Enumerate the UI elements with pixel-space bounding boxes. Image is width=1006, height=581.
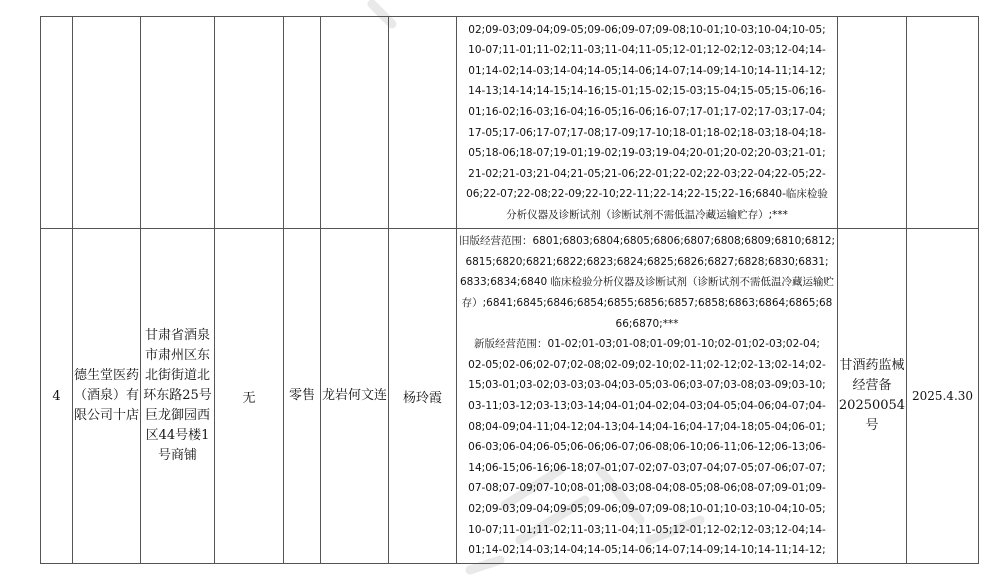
scope-line: 06;22-07;22-08;22-09;22-10;22-11;22-14;22-15;22-16;6840-临床检验 (466, 188, 828, 201)
license-table (40, 16, 979, 564)
scope-line: 02;09-03;09-04;09-05;09-06;09-07;09-08;10-01;10-03;10-04;10-05; (468, 502, 826, 515)
company-name: 德生堂医药（酒泉）有限公司十店 (73, 229, 141, 564)
table-row (41, 229, 979, 564)
scope-line: 14;06-15;06-16;06-18;07-01;07-02;07-03;07-04;07-05;07-06;07-07; (468, 461, 826, 474)
scope-line: 06-03;06-04;06-05;06-06;06-07;06-08;06-10;06-11;06-12;06-13;06- (468, 441, 826, 454)
scope-line: 02;09-03;09-04;09-05;09-06;09-07;09-08;10-01;10-03;10-04;10-05; (468, 23, 826, 36)
scope-line: 02-05;02-06;02-07;02-08;02-09;02-10;02-11;02-12;02-13;02-14;02- (468, 358, 826, 371)
scope-line: 15;03-01;03-02;03-03;03-04;03-05;03-06;03-07;03-08;03-09;03-10; (468, 379, 826, 392)
table-row (41, 17, 979, 229)
scope-line: 17-05;17-06;17-07;17-08;17-09;17-10;18-01;18-02;18-03;18-04;18- (468, 126, 826, 139)
business-address: 甘肃省酒泉市肃州区东北街街道北环东路25号巨龙御园西区44号楼1号商铺 (141, 229, 215, 564)
business-scope (457, 229, 838, 564)
scope-line: 10-07;11-01;11-02;11-03;11-04;11-05;12-01;12-02;12-03;12-04;14- (468, 44, 826, 57)
network-sales-number (215, 17, 284, 229)
business-type: 零售 (284, 229, 321, 564)
filing-certificate: 甘酒药监械经营备20250054号 (838, 229, 907, 564)
scope-line: 14-13;14-14;14-15;14-16;15-01;15-02;15-03;15-04;15-05;15-06;16- (468, 85, 826, 98)
scope-line: 08;04-09;04-11;04-12;04-13;04-14;04-16;04-17;04-18;05-04;06-01; (468, 420, 826, 433)
scope-line: 07-08;07-09;07-10;08-01;08-03;08-04;08-05;08-06;08-07;09-01;09- (468, 482, 826, 495)
network-sales-number: 无 (215, 229, 284, 564)
scope-line: 新版经营范围：01-02;01-03;01-08;01-09;01-10;02-01;02-03;02-04; (474, 338, 820, 351)
scope-line: 存）;6841;6845;6846;6854;6855;6856;6857;6858;6863;6864;6865;68 (461, 297, 833, 310)
quality-manager (389, 17, 457, 229)
scope-line: 03-11;03-12;03-13;03-14;04-01;04-02;04-03;04-05;04-06;04-07;04- (468, 400, 826, 412)
row-number (41, 17, 73, 229)
scope-line: 01;14-02;14-03;14-04;14-05;14-06;14-07;14-09;14-10;14-11;14-12; (468, 64, 826, 77)
business-scope (457, 17, 838, 229)
scope-line: 66;6870;*** (615, 317, 679, 330)
scope-line: 05;18-06;18-07;19-01;19-02;19-03;19-04;20-01;20-02;20-03;21-01; (468, 147, 826, 160)
scope-line: 旧版经营范围：6801;6803;6804;6805;6806;6807;6808;6809;6810;6812; (458, 235, 836, 248)
scope-line: 01;14-02;14-03;14-04;14-05;14-06;14-07;14-09;14-10;14-11;14-12; (468, 544, 826, 557)
scope-line: 分析仪器及诊断试剂（诊断试剂不需低温冷藏运输贮存）;*** (506, 208, 788, 221)
scope-line: 10-07;11-01;11-02;11-03;11-04;11-05;12-01;12-02;12-03;12-04;14- (468, 523, 826, 536)
business-type (284, 17, 321, 229)
issue-date (907, 17, 979, 229)
quality-manager: 杨玲霞 (389, 229, 457, 564)
scope-line: 01;16-02;16-03;16-04;16-05;16-06;16-07;17-01;17-02;17-03;17-04; (468, 105, 826, 118)
legal-representative: 龙岩何文连 (321, 229, 389, 564)
company-name (73, 17, 141, 229)
business-address (141, 17, 215, 229)
scope-line: 6815;6820;6821;6822;6823;6824;6825;6826;6827;6828;6830;6831; (465, 255, 829, 268)
scope-line: 6833;6834;6840 临床检验分析仪器及诊断试剂（诊断试剂不需低温冷藏运输贮 (459, 276, 835, 289)
scope-line: 21-02;21-03;21-04;21-05;21-06;22-01;22-02;22-03;22-04;22-05;22- (468, 167, 826, 180)
legal-representative (321, 17, 389, 229)
row-number: 4 (41, 229, 73, 564)
filing-certificate (838, 17, 907, 229)
issue-date: 2025.4.30 (907, 229, 979, 564)
